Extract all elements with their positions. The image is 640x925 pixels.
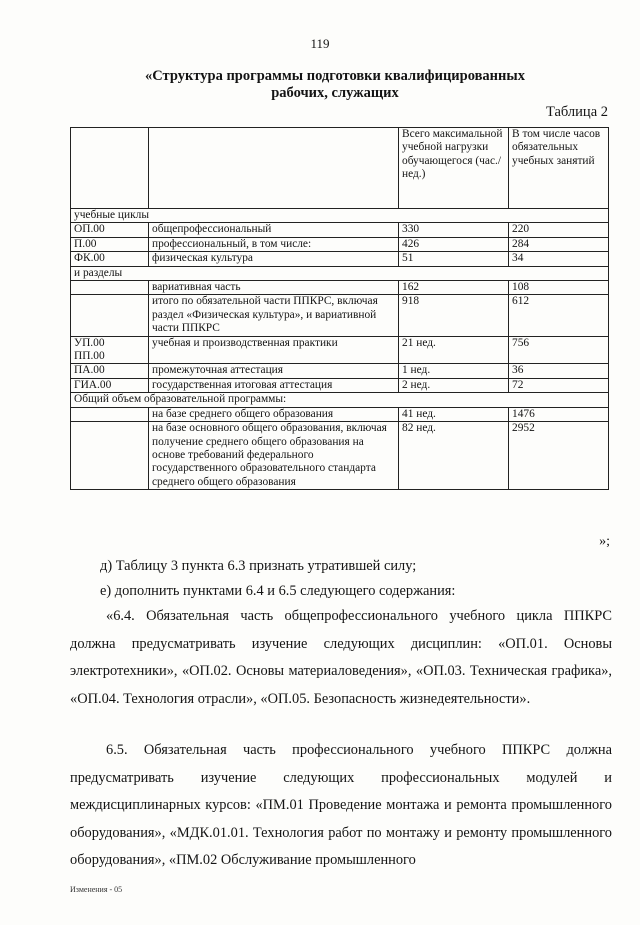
row-max-load: 82 нед.: [399, 422, 509, 490]
document-title: [110, 68, 560, 102]
row-required-hours: 2952: [509, 422, 609, 490]
header-cell-name: [149, 128, 399, 209]
row-max-load: 426: [399, 237, 509, 251]
table-section-row: [71, 209, 609, 223]
table-header-row: [71, 128, 609, 209]
item-e: е) дополнить пунктами 6.4 и 6.5 следующего содержания:: [100, 583, 456, 599]
row-required-hours: 284: [509, 237, 609, 251]
row-name: профессиональный, в том числе:: [149, 237, 399, 251]
section-label: Общий объем образовательной программы:: [71, 393, 609, 407]
table-row: [71, 281, 609, 295]
row-max-load: 2 нед.: [399, 378, 509, 392]
table-row: [71, 378, 609, 392]
row-name: вариативная часть: [149, 281, 399, 295]
table-row: [71, 422, 609, 490]
row-name: на базе среднего общего образования: [149, 407, 399, 421]
row-code: ОП.00: [71, 223, 149, 237]
header-cell-required-hours: В том числе часов обязательных учебных занятий: [509, 128, 609, 209]
page-number: 119: [310, 36, 330, 51]
row-name: на базе основного общего образования, включая получение среднего общего образования на основе требований федерального государственного образовательного стандарта среднего общего образования: [149, 422, 399, 490]
row-code: ГИА.00: [71, 378, 149, 392]
table-row: [71, 407, 609, 421]
row-code: УП.00 ПП.00: [71, 336, 149, 364]
title-line-1: «Структура программы подготовки квалифицированных: [145, 68, 525, 84]
program-structure-table: [70, 127, 609, 490]
row-required-hours: 34: [509, 252, 609, 266]
row-name: физическая культура: [149, 252, 399, 266]
row-max-load: 918: [399, 295, 509, 336]
paragraph-6-5: 6.5. Обязательная часть профессионального учебного ППКРС должна предусматривать изучение следующих профессиональных модулей и междисциплинарных курсов: «ПМ.01 Проведение монтажа и ремонта промышленного оборудования», «МДК.01.01. Технология работ по монтажу и ремонту промышленного оборудования», «ПМ.02 Обслуживание промышленного: [70, 742, 612, 868]
row-code: ФК.00: [71, 252, 149, 266]
row-max-load: 41 нед.: [399, 407, 509, 421]
footer-note: Изменения - 05: [70, 885, 123, 894]
row-code: [71, 422, 149, 490]
item-d: д) Таблицу 3 пункта 6.3 признать утратившей силу;: [100, 558, 417, 574]
header-cell-max-load: Всего максимальной учебной нагрузки обучающегося (час./нед.): [399, 128, 509, 209]
row-code: П.00: [71, 237, 149, 251]
header-cell-code: [71, 128, 149, 209]
row-required-hours: 36: [509, 364, 609, 378]
row-name: учебная и производственная практики: [149, 336, 399, 364]
table-label: Таблица 2: [545, 104, 608, 120]
table-row: [71, 223, 609, 237]
row-code: [71, 281, 149, 295]
table-row: [71, 252, 609, 266]
section-label: и разделы: [71, 266, 609, 280]
row-required-hours: 220: [509, 223, 609, 237]
row-required-hours: 612: [509, 295, 609, 336]
table-row: [71, 364, 609, 378]
row-name: общепрофессиональный: [149, 223, 399, 237]
table-section-row: [71, 393, 609, 407]
title-line-2: рабочих, служащих: [271, 85, 399, 101]
row-required-hours: 756: [509, 336, 609, 364]
table-closing-quote: »;: [599, 534, 610, 549]
row-required-hours: 72: [509, 378, 609, 392]
table-row: [71, 237, 609, 251]
table-row: [71, 336, 609, 364]
row-max-load: 162: [399, 281, 509, 295]
row-name: государственная итоговая аттестация: [149, 378, 399, 392]
row-max-load: 21 нед.: [399, 336, 509, 364]
table-body: [71, 128, 609, 490]
row-code: [71, 295, 149, 336]
row-name: итого по обязательной части ППКРС, включая раздел «Физическая культура», и вариативной части ППКРС: [149, 295, 399, 336]
row-required-hours: 108: [509, 281, 609, 295]
row-max-load: 330: [399, 223, 509, 237]
row-name: промежуточная аттестация: [149, 364, 399, 378]
table-row: [71, 295, 609, 336]
paragraph-6-4: «6.4. Обязательная часть общепрофессионального учебного цикла ППКРС должна предусматривать изучение следующих дисциплин: «ОП.01. Основы электротехники», «ОП.02. Основы материаловедения», «ОП.03. Техническая графика», «ОП.04. Технология отрасли», «ОП.05. Безопасность жизнедеятельности».: [70, 608, 612, 707]
row-required-hours: 1476: [509, 407, 609, 421]
row-max-load: 1 нед.: [399, 364, 509, 378]
table-section-row: [71, 266, 609, 280]
section-label: учебные циклы: [71, 209, 609, 223]
row-code: [71, 407, 149, 421]
row-code: ПА.00: [71, 364, 149, 378]
row-max-load: 51: [399, 252, 509, 266]
